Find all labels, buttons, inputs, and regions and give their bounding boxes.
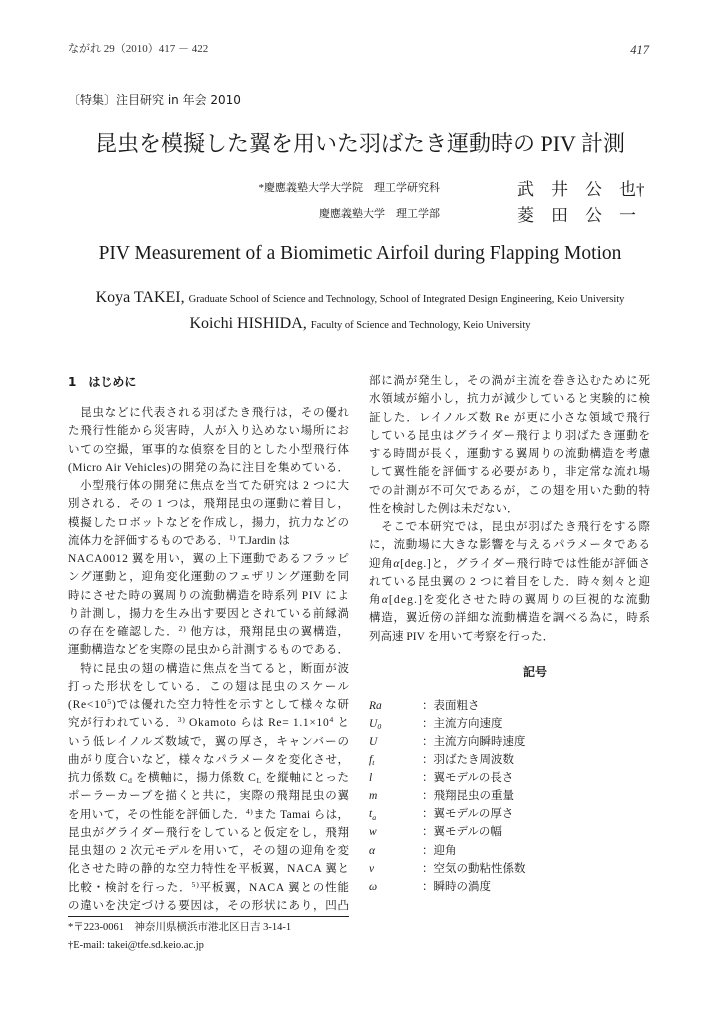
text-line — [68, 477, 349, 495]
text-line — [68, 787, 349, 805]
symbol-letter: m — [369, 790, 378, 803]
text-line-content: 特に昆虫の翅の構造に焦点を当てると，断面が波 — [68, 662, 350, 675]
body-text-left — [68, 404, 349, 915]
nomenclature-symbol — [369, 715, 422, 733]
text-line — [68, 879, 349, 897]
text-line-content: た飛行性能から災害時，人が入り込めない場所にお — [68, 425, 350, 438]
text-line — [68, 605, 349, 623]
nomenclature-symbol — [369, 751, 422, 769]
text-line-content: 時にさせた時の翼周りの流動構造を時系列 PIV によ — [68, 589, 350, 602]
text-line — [369, 555, 650, 573]
text-line — [68, 824, 349, 842]
symbol-subscript: t — [372, 758, 375, 768]
text-line — [68, 696, 349, 714]
page-number: 417 — [630, 43, 649, 57]
symbol-letter: t — [369, 808, 373, 821]
text-line-content: の違いを決定づける要因は，その形状にあり，凹凸 — [68, 899, 350, 912]
nomenclature-symbol — [369, 805, 422, 823]
text-line — [68, 678, 349, 696]
text-run: T.Jardin は — [235, 534, 290, 547]
text-line-content: れている昆虫翼の 2 つに着目をした．時々刻々と迎 — [369, 575, 651, 588]
text-line-content: 曲がり度合いなど，様々なパラメータを変化させ， — [68, 753, 350, 766]
text-run: )では優れた空力特性を示すとして様々な研 — [111, 699, 350, 711]
text-line — [369, 445, 650, 463]
author-english-line — [0, 289, 720, 307]
text-line-content — [369, 558, 651, 570]
text-line — [369, 390, 650, 408]
text-line-content — [68, 717, 350, 729]
text-line — [68, 514, 349, 532]
text-line — [68, 532, 349, 550]
nomenclature-symbol — [369, 697, 422, 715]
text-run: 他方は，飛翔昆虫の翼構造， — [186, 626, 350, 638]
text-line — [68, 422, 349, 440]
text-line — [68, 641, 349, 659]
nomenclature-row — [369, 769, 650, 787]
journal-citation: ながれ 29（2010）417 － 422 — [68, 43, 209, 55]
text-line-content: 模擬したロボットなどを作成し，揚力，抗力などの — [68, 516, 350, 529]
text-line — [369, 427, 650, 445]
nomenclature-row — [369, 842, 650, 860]
nomenclature-description: ：翼モデルの幅 — [422, 826, 502, 839]
nomenclature-row — [369, 733, 650, 751]
text-line — [68, 842, 349, 860]
text-line-content: 構造，翼近傍の詳細な流動構造を調べる為に，時系 — [369, 612, 651, 625]
nomenclature-symbol — [369, 842, 422, 860]
text-line — [369, 628, 650, 646]
text-line-content: して翼性能を評価する必要があり，非定常な流れ場 — [369, 466, 651, 479]
author-affiliation-en: Graduate School of Science and Technology, School of Integrated Design Engineering, Keio University — [188, 294, 625, 305]
text-run: 流体力を評価するものである． — [68, 534, 229, 547]
text-line — [68, 495, 349, 513]
text-line-content: 昆虫がグライダー飛行をしていると仮定をし，飛翔 — [68, 826, 350, 839]
symbol-letter: U — [369, 735, 378, 748]
text-run: 抗力係数 C — [68, 772, 129, 784]
nomenclature-symbol — [369, 787, 422, 805]
paragraph — [68, 477, 349, 660]
text-line — [369, 591, 650, 609]
symbol-subscript: a — [372, 812, 377, 822]
nomenclature-description: ：迎角 — [422, 844, 457, 857]
superscript: 4 — [329, 715, 334, 725]
footnote-address: *〒223-0061 神奈川県横浜市港北区日吉 3-14-1 — [68, 922, 292, 933]
feature-category: 〔特集〕注目研究 in 年会 2010 — [68, 93, 241, 107]
text-run: 平板翼，NACA 翼との性能 — [199, 881, 350, 894]
text-line — [369, 500, 650, 518]
title-english: PIV Measurement of a Biomimetic Airfoil during Flapping Motion — [98, 243, 622, 264]
text-line — [68, 860, 349, 878]
symbol-letter: U — [369, 717, 378, 730]
text-line — [369, 536, 650, 554]
superscript: 4) — [245, 806, 254, 816]
symbol-letter: ν — [369, 862, 375, 875]
text-line-content: 証した．レイノルズ数 Re が更に小さな領域で飛行 — [369, 411, 651, 424]
nomenclature-list — [369, 697, 650, 896]
symbol-letter: ω — [369, 880, 378, 893]
text-line-content — [68, 806, 350, 821]
text-line — [68, 568, 349, 586]
text-line-content: する時間が長く，運動する翼周りの流動構造を考慮 — [369, 448, 651, 460]
text-line-content: している昆虫はグライダー飛行より羽ばたき運動を — [369, 429, 651, 442]
text-line-content: NACA0012 翼を用い，翼の上下運動であるフラッピ — [68, 553, 350, 565]
nomenclature-description: ：空気の動粘性係数 — [422, 862, 526, 875]
nomenclature-row — [369, 697, 650, 715]
text-line — [68, 714, 349, 732]
text-line — [369, 463, 650, 481]
nomenclature-symbol — [369, 769, 422, 787]
superscript: 2) — [178, 624, 187, 634]
text-run: [deg.]と，グライダー飛行時では性能が評価さ — [400, 557, 651, 570]
italic-symbol: α — [381, 594, 389, 606]
author-name-ja: 菱 田 公 一 — [517, 206, 636, 225]
text-line-content: 別される．その 1 つは，飛翔昆虫の運動に着目し， — [68, 498, 350, 511]
paragraph — [369, 372, 650, 518]
text-line-content: 水領域が縮小し，抗力が減少していると実験的に検 — [369, 393, 651, 406]
nomenclature-row — [369, 787, 650, 805]
text-line — [68, 769, 349, 787]
author-affiliation-ja: 慶應義塾大学 理工学部 — [319, 208, 440, 220]
nomenclature-row — [369, 823, 650, 841]
nomenclature-row — [369, 715, 650, 733]
nomenclature-row — [369, 860, 650, 878]
subscript: L — [256, 776, 262, 786]
text-run: [deg.]を変化させた時の翼周りの巨視的な流動 — [388, 594, 652, 606]
text-line — [369, 409, 650, 427]
text-run: (Re<10 — [68, 699, 108, 711]
text-line-content — [68, 772, 350, 784]
text-line-content: 打った形状をしている．この翅は昆虫のスケール — [68, 680, 351, 693]
text-line-content — [369, 594, 651, 606]
text-line-content: いう低レイノルズ数域で，翼の厚さ，キャンバーの — [68, 735, 350, 748]
author-affiliation-ja: *慶應義塾大学大学院 理工学研究科 — [258, 182, 440, 194]
text-run: の存在を確認した． — [68, 626, 179, 638]
text-line — [68, 459, 349, 477]
symbol-letter: α — [369, 844, 376, 857]
text-line — [68, 550, 349, 568]
nomenclature-description: ：翼モデルの長さ — [422, 772, 514, 785]
text-line-content: いての空撮，軍事的な偵察を目的とした小型飛行体 — [68, 443, 350, 456]
text-line-content: 性を検討した例は未だない． — [369, 502, 519, 515]
text-line — [68, 587, 349, 605]
text-line — [68, 404, 349, 422]
text-run: 角 — [369, 594, 382, 606]
symbol-subscript: 0 — [377, 722, 382, 732]
text-line-content: に，流動場に大きな影響を与えるパラメータである — [369, 539, 651, 552]
text-run: を縦軸にとった — [261, 772, 350, 784]
text-line — [68, 751, 349, 769]
nomenclature-symbol — [369, 823, 422, 841]
nomenclature-description: ：主流方向瞬時速度 — [422, 735, 526, 748]
author-name-en: Koichi HISHIDA, — [189, 315, 307, 332]
right-column — [369, 372, 650, 896]
author-name-en: Koya TAKEI, — [95, 289, 185, 306]
text-line-content — [68, 879, 350, 894]
superscript: 5 — [107, 697, 112, 707]
text-line — [369, 609, 650, 627]
text-line-content: 部に渦が発生し，その渦が主流を巻き込むために死 — [369, 375, 651, 387]
text-line-content: 化させた時の静的な空力特性を平板翼，NACA 翼と — [68, 863, 350, 876]
text-line-content: 昆虫などに代表される羽ばたき飛行は，その優れ — [68, 407, 350, 419]
text-line-content: ポーラーカーブを描くと共に，実際の飛翔昆虫の翼 — [68, 790, 350, 803]
text-line-content: そこで本研究では，昆虫が羽ばたき飛行をする際 — [369, 521, 651, 533]
paragraph — [68, 660, 349, 916]
left-column — [68, 372, 349, 955]
subscript: d — [128, 776, 133, 786]
text-line — [369, 573, 650, 591]
superscript: 5) — [191, 879, 200, 889]
nomenclature-description: ：表面粗さ — [422, 699, 480, 712]
body-text-right — [369, 372, 650, 646]
nomenclature-symbol — [369, 878, 422, 896]
paragraph — [68, 404, 349, 477]
text-line — [68, 441, 349, 459]
text-line-content: 運動構造などを実際の昆虫から計測するものである． — [68, 644, 350, 657]
text-run: を横軸に，揚力係数 C — [132, 772, 257, 784]
nomenclature-description: ：翼モデルの厚さ — [422, 808, 514, 821]
author-english-line — [0, 315, 720, 333]
text-line — [68, 660, 349, 678]
text-line-content: 昆虫翅の 2 次元モデルを用いて，その翅の迎角を変 — [68, 845, 350, 857]
title-japanese: 昆虫を模擬した翼を用いた羽ばたき運動時の PIV 計測 — [94, 131, 626, 156]
text-line — [68, 623, 349, 641]
superscript: 1) — [229, 532, 236, 542]
text-line — [369, 372, 650, 390]
nomenclature-description: ：羽ばたき周波数 — [422, 754, 514, 767]
text-run: 究が行われている． — [68, 717, 178, 730]
text-line — [68, 806, 349, 824]
symbol-letter: l — [369, 772, 373, 785]
text-line-content: り計測し，揚力を生み出す要因とされている前縁渦 — [68, 607, 350, 620]
text-line — [369, 518, 650, 536]
nomenclature-description: ：主流方向速度 — [422, 717, 503, 730]
symbol-letter: Ra — [369, 699, 382, 712]
text-run: Okamoto らは Re= 1.1×10 — [185, 717, 330, 730]
text-run: 迎角 — [369, 557, 394, 570]
italic-symbol: α — [393, 557, 401, 570]
footnote-rule — [68, 916, 349, 917]
footnote-email: †E-mail: takei@tfe.sd.keio.ac.jp — [68, 940, 204, 951]
nomenclature-heading: 記号 — [523, 664, 548, 679]
text-line-content — [68, 532, 290, 547]
text-line-content: (Micro Air Vehicles)の開発の為に注目を集めている． — [68, 461, 350, 474]
nomenclature-row — [369, 878, 650, 896]
nomenclature-description: ：瞬時の渦度 — [422, 880, 491, 893]
text-run: を用いて，その性能を評価した． — [68, 808, 246, 821]
text-line-content: ング運動と，迎角変化運動のフェザリング運動を同 — [68, 571, 350, 584]
symbol-letter: w — [369, 826, 377, 839]
author-affiliation-en: Faculty of Science and Technology, Keio University — [310, 320, 531, 331]
text-run: 比較・検討を行った． — [68, 881, 192, 894]
text-line — [68, 733, 349, 751]
nomenclature-symbol — [369, 860, 422, 878]
text-line-content — [68, 626, 350, 638]
text-line-content: 列高速 PIV を用いて考察を行った． — [369, 630, 555, 643]
text-run: と — [333, 717, 350, 730]
text-line — [68, 897, 349, 915]
text-line-content: 小型飛行体の開発に焦点を当てた研究は 2 つに大 — [68, 480, 350, 492]
superscript: 3) — [177, 715, 186, 725]
nomenclature-symbol — [369, 733, 422, 751]
section-heading: 1 はじめに — [68, 375, 137, 389]
text-run: また Tamai らは， — [253, 808, 350, 821]
nomenclature-row — [369, 805, 650, 823]
nomenclature-description: ：飛翔昆虫の重量 — [422, 790, 514, 803]
author-name-ja: 武 井 公 也† — [517, 180, 645, 199]
text-line — [369, 482, 650, 500]
text-line-content — [68, 699, 350, 711]
symbol-letter: f — [369, 754, 373, 767]
text-line-content: での計測が不可欠であるが，この翅を用いた動的特 — [369, 484, 651, 497]
nomenclature-row — [369, 751, 650, 769]
paragraph — [369, 518, 650, 646]
